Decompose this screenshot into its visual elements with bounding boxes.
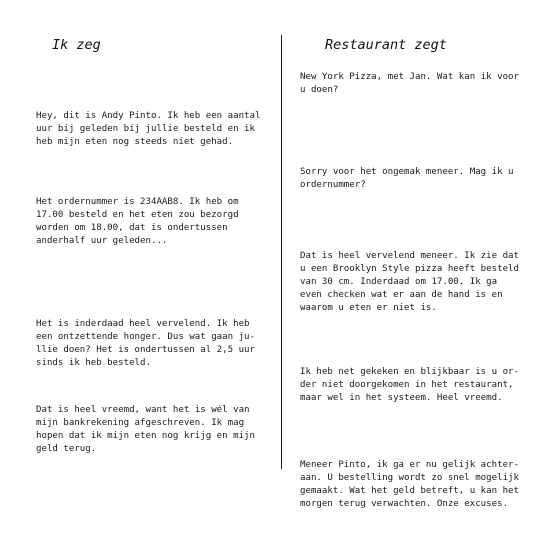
- heading-ik-zeg: Ik zeg: [52, 37, 101, 53]
- restaurant-message-3: Dat is heel vervelend meneer. Ik zie dat u een Brooklyn Style pizza heeft besteld van 30 cm. Inderdaad om 17.00. Ik ga even checken wat er aan de hand is en waarom u eten er niet is.: [300, 251, 519, 313]
- heading-restaurant-zegt: Restaurant zegt: [325, 37, 447, 53]
- my-message-4: Dat is heel vreemd, want het is wél van mijn bankrekening afgeschreven. Ik mag hopen dat ik mijn eten nog krijg en mijn geld terug.: [36, 405, 255, 454]
- restaurant-message-1: New York Pizza, met Jan. Wat kan ik voor u doen?: [300, 72, 519, 95]
- my-message-2: Het ordernummer is 234AAB8. Ik heb om 17.00 besteld en het eten zou bezorgd worden om 18.00, dat is ondertussen anderhalf uur geleden...: [36, 197, 239, 246]
- column-divider: [281, 35, 282, 469]
- restaurant-message-5: Meneer Pinto, ik ga er nu gelijk achter- aan. U bestelling wordt zo snel mogelijk gemaakt. Wat het geld betreft, u kan het morgen terug verwachten. Onze excuses.: [300, 460, 519, 509]
- my-message-3: Het is inderdaad heel vervelend. Ik heb een ontzettende honger. Dus wat gaan ju- llie doen? Het is ondertussen al 2,5 uur sinds ik heb besteld.: [36, 319, 255, 368]
- my-message-1: Hey, dit is Andy Pinto. Ik heb een aantal uur bij geleden bij jullie besteld en ik heb mijn eten nog steeds niet gehad.: [36, 111, 261, 147]
- restaurant-message-2: Sorry voor het ongemak meneer. Mag ik u ordernummer?: [300, 167, 514, 190]
- restaurant-message-4: Ik heb net gekeken en blijkbaar is u or- der niet doorgekomen in het restaurant, maar wel in het systeem. Heel vreemd.: [300, 367, 519, 403]
